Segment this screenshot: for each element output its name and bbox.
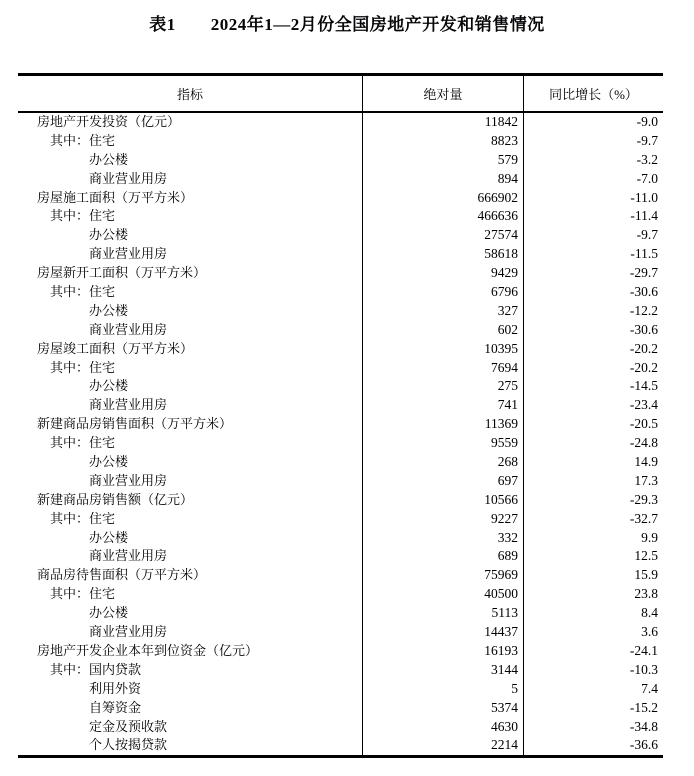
growth-cell: -11.4 [523, 207, 663, 226]
indicator-cell: 商业营业用房 [89, 397, 168, 413]
absolute-value-cell: 332 [362, 529, 523, 548]
table-row [18, 604, 663, 623]
growth-cell: 15.9 [523, 566, 663, 585]
growth-cell: -7.0 [523, 170, 663, 189]
indicator-cell: 其中：住宅 [50, 435, 116, 451]
absolute-value-cell: 2214 [362, 736, 523, 755]
absolute-value-cell: 602 [362, 321, 523, 340]
table-row [18, 113, 663, 132]
growth-cell: -20.2 [523, 359, 663, 378]
indicator-cell: 商业营业用房 [89, 548, 168, 564]
absolute-value-cell: 666902 [362, 189, 523, 208]
absolute-value-cell: 5 [362, 680, 523, 699]
absolute-value-cell: 741 [362, 396, 523, 415]
growth-cell: -10.3 [523, 661, 663, 680]
absolute-value-cell: 10566 [362, 491, 523, 510]
growth-cell: -30.6 [523, 321, 663, 340]
table-title: 表1 2024年1—2月份全国房地产开发和销售情况 [149, 15, 545, 34]
indicator-cell: 办公楼 [89, 529, 129, 545]
absolute-value-cell: 11842 [362, 113, 523, 132]
table-body [18, 113, 663, 755]
indicator-cell: 定金及预收款 [89, 718, 168, 734]
indicator-cell: 利用外资 [89, 680, 142, 696]
indicator-cell: 商品房待售面积（万平方米） [37, 567, 207, 583]
table-row [18, 189, 663, 208]
growth-cell: 7.4 [523, 680, 663, 699]
growth-cell: -9.7 [523, 226, 663, 245]
table-row [18, 529, 663, 548]
table-row [18, 736, 663, 755]
indicator-cell: 其中：住宅 [50, 586, 116, 602]
growth-cell: 14.9 [523, 453, 663, 472]
absolute-value-cell: 275 [362, 377, 523, 396]
growth-cell: -3.2 [523, 151, 663, 170]
table-header-row [18, 76, 663, 113]
growth-cell: -30.6 [523, 283, 663, 302]
indicator-cell: 办公楼 [89, 378, 129, 394]
indicator-cell: 办公楼 [89, 605, 129, 621]
growth-cell: 12.5 [523, 547, 663, 566]
growth-cell: -20.5 [523, 415, 663, 434]
table-row [18, 434, 663, 453]
growth-cell: -29.7 [523, 264, 663, 283]
indicator-cell: 商业营业用房 [89, 472, 168, 488]
table-row [18, 718, 663, 737]
growth-cell: -23.4 [523, 396, 663, 415]
growth-cell: -9.0 [523, 113, 663, 132]
growth-cell: -34.8 [523, 718, 663, 737]
growth-cell: -20.2 [523, 340, 663, 359]
absolute-value-cell: 27574 [362, 226, 523, 245]
table-row [18, 359, 663, 378]
absolute-value-cell: 894 [362, 170, 523, 189]
growth-cell: 23.8 [523, 585, 663, 604]
indicator-cell: 办公楼 [89, 302, 129, 318]
table-row [18, 377, 663, 396]
table-row [18, 245, 663, 264]
table-row [18, 396, 663, 415]
table-row [18, 226, 663, 245]
real-estate-statistics-table [18, 73, 663, 758]
absolute-value-cell: 268 [362, 453, 523, 472]
growth-cell: -24.8 [523, 434, 663, 453]
table-row [18, 340, 663, 359]
absolute-value-cell: 8823 [362, 132, 523, 151]
growth-cell: -11.0 [523, 189, 663, 208]
indicator-cell: 新建商品房销售面积（万平方米） [37, 416, 233, 432]
indicator-cell: 其中：住宅 [50, 510, 116, 526]
absolute-value-cell: 58618 [362, 245, 523, 264]
indicator-cell: 新建商品房销售额（亿元） [37, 491, 194, 507]
absolute-value-cell: 5374 [362, 699, 523, 718]
table-row [18, 264, 663, 283]
table-row [18, 283, 663, 302]
growth-cell: -29.3 [523, 491, 663, 510]
table-row [18, 623, 663, 642]
absolute-value-cell: 11369 [362, 415, 523, 434]
growth-cell: -36.6 [523, 736, 663, 755]
absolute-value-cell: 9559 [362, 434, 523, 453]
absolute-value-cell: 40500 [362, 585, 523, 604]
absolute-value-cell: 3144 [362, 661, 523, 680]
table-row [18, 491, 663, 510]
growth-cell: -15.2 [523, 699, 663, 718]
absolute-value-cell: 9227 [362, 510, 523, 529]
table-row [18, 207, 663, 226]
growth-cell: -9.7 [523, 132, 663, 151]
indicator-cell: 商业营业用房 [89, 246, 168, 262]
indicator-cell: 房地产开发投资（亿元） [37, 114, 181, 129]
indicator-cell: 其中：住宅 [50, 132, 116, 148]
indicator-cell: 房屋竣工面积（万平方米） [37, 340, 194, 356]
indicator-cell: 其中：住宅 [50, 284, 116, 300]
indicator-cell: 房屋施工面积（万平方米） [37, 189, 194, 205]
growth-cell: 8.4 [523, 604, 663, 623]
table-row [18, 547, 663, 566]
absolute-value-cell: 10395 [362, 340, 523, 359]
absolute-value-cell: 16193 [362, 642, 523, 661]
table-row [18, 642, 663, 661]
table-row [18, 585, 663, 604]
absolute-value-cell: 466636 [362, 207, 523, 226]
indicator-cell: 商业营业用房 [89, 170, 168, 186]
table-row [18, 472, 663, 491]
absolute-value-cell: 7694 [362, 359, 523, 378]
growth-cell: -12.2 [523, 302, 663, 321]
absolute-value-cell: 579 [362, 151, 523, 170]
indicator-cell: 商业营业用房 [89, 321, 168, 337]
indicator-cell: 个人按揭贷款 [89, 737, 168, 753]
absolute-value-cell: 4630 [362, 718, 523, 737]
indicator-cell: 商业营业用房 [89, 624, 168, 640]
growth-cell: -32.7 [523, 510, 663, 529]
indicator-cell: 其中：住宅 [50, 208, 116, 224]
table-row [18, 132, 663, 151]
table-row [18, 661, 663, 680]
table-row [18, 566, 663, 585]
indicator-cell: 办公楼 [89, 151, 129, 167]
table-row [18, 151, 663, 170]
growth-cell: 3.6 [523, 623, 663, 642]
indicator-cell: 办公楼 [89, 454, 129, 470]
table-row [18, 453, 663, 472]
table-row [18, 415, 663, 434]
table-row [18, 699, 663, 718]
table-row [18, 321, 663, 340]
absolute-value-cell: 697 [362, 472, 523, 491]
table-row [18, 510, 663, 529]
header-absolute-value: 绝对量 [362, 76, 523, 111]
absolute-value-cell: 5113 [362, 604, 523, 623]
indicator-cell: 房地产开发企业本年到位资金（亿元） [37, 642, 259, 658]
indicator-cell: 其中：住宅 [50, 359, 116, 375]
growth-cell: 17.3 [523, 472, 663, 491]
absolute-value-cell: 14437 [362, 623, 523, 642]
absolute-value-cell: 75969 [362, 566, 523, 585]
indicator-cell: 办公楼 [89, 227, 129, 243]
absolute-value-cell: 6796 [362, 283, 523, 302]
absolute-value-cell: 9429 [362, 264, 523, 283]
indicator-cell: 自筹资金 [89, 699, 142, 715]
growth-cell: -14.5 [523, 377, 663, 396]
table-row [18, 302, 663, 321]
growth-cell: -11.5 [523, 245, 663, 264]
growth-cell: -24.1 [523, 642, 663, 661]
indicator-cell: 房屋新开工面积（万平方米） [37, 265, 207, 281]
absolute-value-cell: 689 [362, 547, 523, 566]
absolute-value-cell: 327 [362, 302, 523, 321]
growth-cell: 9.9 [523, 529, 663, 548]
table-row [18, 170, 663, 189]
table-row [18, 680, 663, 699]
header-indicator: 指标 [176, 87, 203, 102]
header-yoy-growth: 同比增长（%） [523, 76, 663, 111]
indicator-cell: 其中：国内贷款 [50, 661, 142, 677]
